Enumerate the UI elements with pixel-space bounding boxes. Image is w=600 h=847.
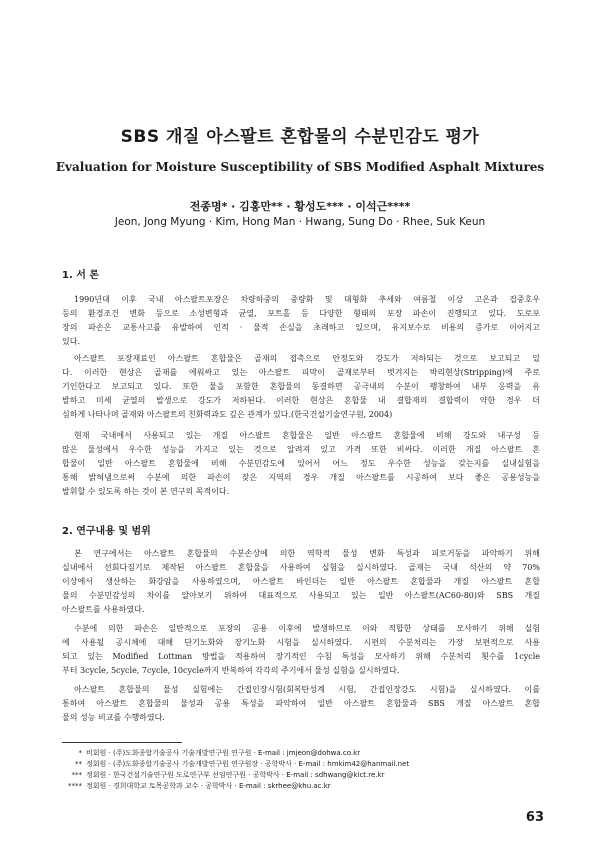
paragraph-line: 1990년대 이후 국내 아스팔트포장은 차량하중의 중량화 및 대형화 추세와 여름철 이상 고온과 집중호우 bbox=[74, 295, 540, 304]
paragraph-line: 물의 성능 비교를 수행하였다. bbox=[62, 713, 165, 722]
paragraph-line: 발휘할 수 있도록 하는 것이 본 연구의 목적이다. bbox=[62, 487, 230, 496]
paragraph-line: 합물이 일반 아스팔트 혼합물에 비해 수분민감도에 있어서 어느 정도 우수한 성능을 갖는지를 실내실험을 bbox=[62, 459, 540, 468]
paragraph-line: 장의 파손은 교통사고를 유발하여 인적 · 물적 손실을 초래하고 있으며, 유지보수로 비용의 증가로 이어지고 bbox=[62, 323, 540, 332]
paragraph-line: 기인한다고 보고되고 있다. 또한 물을 포함한 혼합물의 동결하면 공극내의 수분이 팽창하여 내부 응력을 유 bbox=[62, 382, 540, 391]
paragraph-line: 심하게 나타나며 골재와 아스팔트의 친화력과도 깊은 관계가 있다.(한국건설기술연구원, 2004) bbox=[62, 410, 393, 419]
footnote: *** 정회원 · 한국건설기술연구원 도로연구부 선임연구원 · 공학박사 · E-mail : sdhwang@kict.re.kr bbox=[71, 771, 385, 779]
footnotes bbox=[66, 748, 546, 792]
section-1-heading: 1. 서 론 bbox=[62, 270, 100, 281]
paragraph-line: 되고 있는 Modified Lottman 방법을 적용하여 장기적인 수침 특성을 모사하기 위해 수분처리 횟수를 1cycle bbox=[62, 652, 540, 661]
paragraph-line: 다. 이러한 현상은 골재를 에워싸고 있는 아스팔트 피막이 골재로부터 벗겨지는 박리현상(Stripping)에 주로 bbox=[62, 368, 540, 377]
title-korean: SBS 개질 아스팔트 혼합물의 수분민감도 평가 bbox=[120, 127, 480, 147]
paragraph-line: 있다. bbox=[62, 337, 80, 346]
section-1-paragraph-2 bbox=[62, 352, 540, 422]
footnote-divider bbox=[62, 742, 182, 743]
paragraph-line: 현재 국내에서 사용되고 있는 개질 아스팔트 혼합물은 일반 아스팔트 혼합물에 비해 강도와 내구성 등 bbox=[74, 431, 540, 440]
authors-korean: 전종명* · 김홍만** · 황성도*** · 이석근**** bbox=[189, 200, 411, 213]
section-2-paragraph-2 bbox=[62, 622, 540, 678]
paragraph-line: 등의 환경조건 변화 등으로 소성변형과 균열, 포트홀 등 다양한 형태의 포장 파손이 진행되고 있다. 도로포 bbox=[62, 309, 540, 318]
paragraph-line: 통해 밝혀냄으로써 수분에 의한 파손이 잦은 지역의 경우 개질 아스팔트를 시공하여 보다 좋은 공용성능을 bbox=[62, 473, 540, 482]
paragraph-line: 에 사용될 공시체에 대해 단기노화와 장기노화 시험을 실시하였다. 시편의 수분처리는 가장 보편적으로 사용 bbox=[62, 638, 540, 647]
paragraph-line: 발하고 미세 균열의 발생으로 강도가 저하된다. 이러한 현상은 혼합물 내 결합재의 결합력이 약한 경우 더 bbox=[62, 396, 540, 405]
paragraph-line: 실내에서 선회다짐기로 제작된 아스팔트 혼합물을 사용하여 실험을 실시하였다. 골재는 국내 석산의 약 70% bbox=[62, 563, 540, 572]
footnote: **** 정회원 · 경희대학교 토목공학과 교수 · 공학박사 · E-mail : skrhee@khu.ac.kr bbox=[68, 782, 331, 790]
paragraph-line: 아스팔트를 사용하였다. bbox=[62, 605, 145, 614]
paragraph-line: 통하여 아스팔트 혼합물의 물성과 공용 특성을 파악하여 일반 아스팔트 혼합물과 SBS 개질 아스팔트 혼합 bbox=[62, 699, 540, 708]
paragraph-line: 수분에 의한 파손은 일반적으로 포장의 공용 이후에 발생하므로 이와 적합한 상태를 모사하기 위해 실험 bbox=[74, 624, 540, 633]
paragraph-line: 아스팔트 혼합물의 물성 실험에는 간접인장시험(회복탄성계 시험, 간접인장강도 시험)을 실시하였다. 이를 bbox=[74, 685, 540, 694]
title-english: Evaluation for Moisture Susceptibility of SBS Modified Asphalt Mixtures bbox=[55, 160, 545, 174]
paragraph-line: 아스팔트 포장재료인 아스팔트 혼합물은 골재의 접촉으로 안정도와 강도가 저하되는 것으로 보고되고 있 bbox=[74, 354, 540, 363]
authors-english: Jeon, Jong Myung · Kim, Hong Man · Hwang, Sung Do · Rhee, Suk Keun bbox=[114, 216, 486, 228]
paragraph-line: 물의 수분민감성의 차이를 알아보기 위하여 대표적으로 사용되고 있는 일반 아스팔트(AC60-80)와 SBS 개질 bbox=[62, 591, 540, 600]
paragraph-line: 부터 3cycle, 5cycle, 7cycle, 10cycle까지 반복하여 각각의 주기에서 물성 실험을 실시하였다. bbox=[62, 666, 400, 675]
paragraph-line: 본 연구에서는 아스팔트 혼합물의 수분손상에 의한 역학적 물성 변화 특성과 피로거동을 파악하기 위해 bbox=[74, 549, 540, 558]
section-1-paragraph-1 bbox=[62, 293, 540, 349]
page-number: 63 bbox=[525, 810, 544, 825]
section-2-paragraph-1 bbox=[62, 547, 540, 617]
section-1-paragraph-3 bbox=[62, 429, 540, 499]
section-2-heading: 2. 연구내용 및 범위 bbox=[62, 526, 151, 537]
section-2-paragraph-3 bbox=[62, 683, 540, 725]
paragraph-line: 많은 물성에서 우수한 성능을 가지고 있는 것으로 알려져 있고 가격 또한 비싸다. 이러한 개질 아스팔트 혼 bbox=[62, 445, 540, 454]
footnote: * 비회원 · (주)도화종합기술공사 기술개발연구원 연구원 · E-mail : jmjeon@dohwa.co.kr bbox=[78, 749, 361, 757]
footnote: ** 정회원 · (주)도화종합기술공사 기술개발연구원 연구원장 · 공학박사 · E-mail : hmkim42@hanmail.net bbox=[75, 760, 410, 768]
paragraph-line: 이상에서 생산하는 화강암을 사용하였으며, 아스팔트 바인더는 일반 아스팔트 혼합물과 개질 아스팔트 혼합 bbox=[62, 577, 540, 586]
